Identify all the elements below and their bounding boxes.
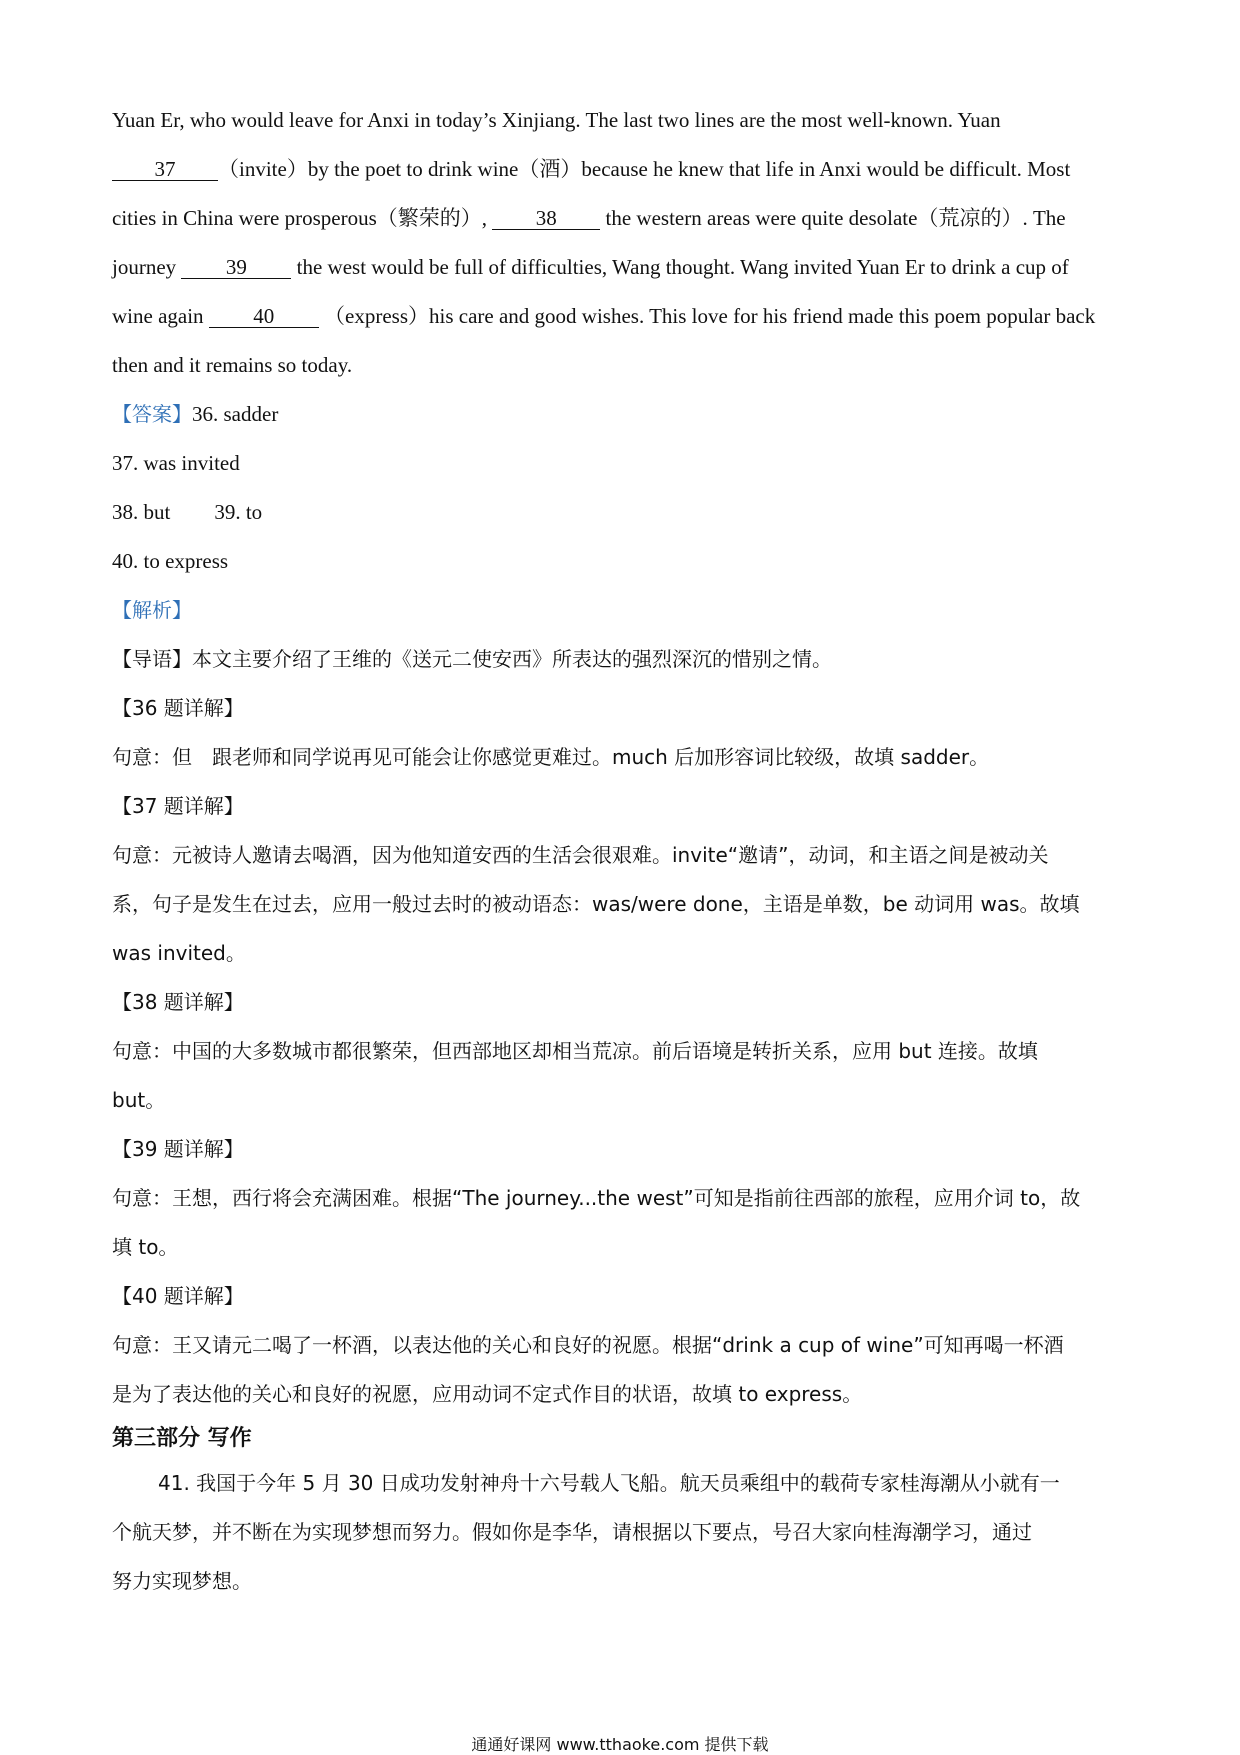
passage-line: then and it remains so today. — [112, 353, 353, 377]
section-title: 第三部分 写作 — [112, 1426, 252, 1451]
explanation-39: 填 to。 — [112, 1235, 179, 1259]
guide-text: 【导语】本文主要介绍了王维的《送元二使安西》所表达的强烈深沉的惜别之情。 — [112, 647, 832, 671]
explanation-39: 句意：王想，西行将会充满困难。根据“The journey...the west”可知是指前往西部的旅程，应用介词 to，故 — [112, 1186, 1081, 1210]
passage-line: Yuan Er, who would leave for Anxi in today’s Xinjiang. The last two lines are the most well-known. Yuan — [112, 108, 1001, 132]
explanation-37: was invited。 — [112, 941, 246, 965]
answer-tag: 【答案】 — [112, 402, 192, 426]
blank-40: 40 — [209, 305, 319, 328]
writing-question: 41. 我国于今年 5 月 30 日成功发射神舟十六号载人飞船。航天员乘组中的载荷专家桂海潮从小就有一 — [158, 1471, 1060, 1495]
answer-line: 38. but 39. to — [112, 500, 263, 524]
passage-line: cities in China were prosperous（繁荣的）, 38 the western areas were quite desolate（荒凉的）. The — [112, 206, 1066, 230]
answer-line: 40. to express — [112, 549, 229, 573]
blank-39: 39 — [181, 256, 291, 279]
blank-37: 37 — [112, 158, 218, 181]
writing-question: 个航天梦，并不断在为实现梦想而努力。假如你是李华，请根据以下要点，号召大家向桂海潮学习，通过 — [112, 1520, 1032, 1544]
writing-question: 努力实现梦想。 — [112, 1569, 252, 1593]
passage-line: journey 39 the west would be full of difficulties, Wang thought. Wang invited Yuan Er to drink a cup of — [112, 255, 1069, 279]
explanation-38: but。 — [112, 1088, 166, 1112]
heading-37: 【37 题详解】 — [112, 794, 244, 818]
explanation-37: 句意：元被诗人邀请去喝酒，因为他知道安西的生活会很艰难。invite“邀请”，动词，和主语之间是被动关 — [112, 843, 1049, 867]
heading-36: 【36 题详解】 — [112, 696, 244, 720]
heading-39: 【39 题详解】 — [112, 1137, 244, 1161]
answer-line: 37. was invited — [112, 451, 240, 475]
analysis-tag: 【解析】 — [112, 598, 192, 622]
heading-40: 【40 题详解】 — [112, 1284, 244, 1308]
explanation-36: 句意：但 跟老师和同学说再见可能会让你感觉更难过。much 后加形容词比较级，故填 sadder。 — [112, 745, 990, 769]
explanation-40: 是为了表达他的关心和良好的祝愿，应用动词不定式作目的状语，故填 to express。 — [112, 1382, 863, 1406]
passage-line: 37 （invite）by the poet to drink wine（酒）because he knew that life in Anxi would be difficult. Most — [112, 145, 1137, 194]
passage-line: wine again 40 （express）his care and good wishes. This love for his friend made this poem popular back — [112, 304, 1096, 328]
blank-38: 38 — [492, 207, 600, 230]
explanation-38: 句意：中国的大多数城市都很繁荣，但西部地区却相当荒凉。前后语境是转折关系，应用 but 连接。故填 — [112, 1039, 1038, 1063]
heading-38: 【38 题详解】 — [112, 990, 244, 1014]
answer-line: 【答案】36. sadder — [112, 402, 279, 426]
page-footer: 通通好课网 www.tthaoke.com 提供下载 — [471, 1735, 769, 1754]
explanation-40: 句意：王又请元二喝了一杯酒，以表达他的关心和良好的祝愿。根据“drink a cup of wine”可知再喝一杯酒 — [112, 1333, 1064, 1357]
document-page — [112, 96, 1137, 1606]
explanation-37: 系，句子是发生在过去，应用一般过去时的被动语态：was/were done，主语是单数，be 动词用 was。故填 — [112, 892, 1080, 916]
